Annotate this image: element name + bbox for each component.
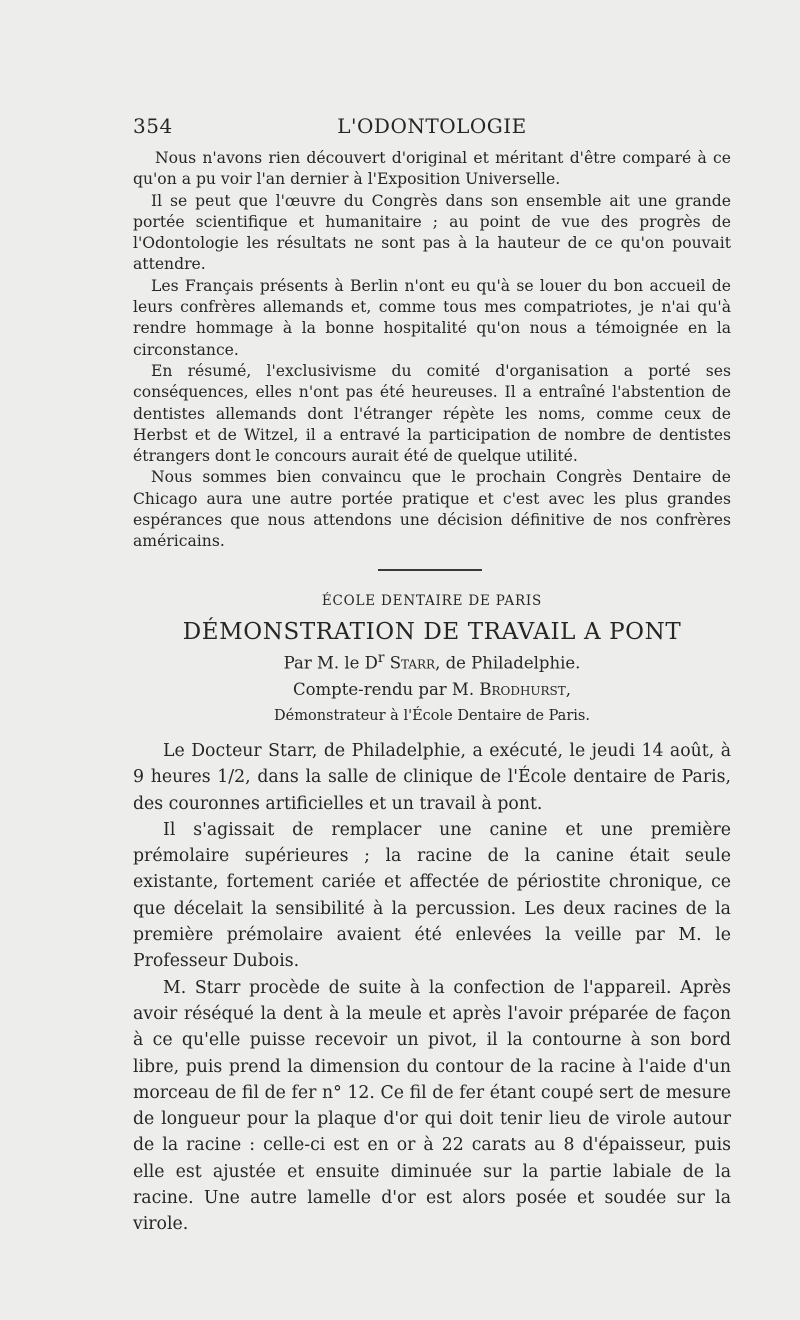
author-byline — [133, 650, 731, 673]
running-head — [133, 114, 731, 142]
byline-prefix: Par M. le D — [283, 653, 378, 673]
article-title: DÉMONSTRATION DE TRAVAIL A PONT — [182, 619, 682, 645]
report-suffix: , — [565, 680, 572, 699]
intro-paragraph: Nous n'avons rien découvert d'original et méritant d'être comparé à ce qu'on a pu voir l'an dernier à l'Exposition Universelle. — [133, 149, 731, 189]
report-prefix: Compte-rendu par M. — [292, 680, 480, 699]
article-paragraph: M. Starr procède de suite à la confection de l'appareil. Après avoir réséqué la dent à la meule et après l'avoir préparée de façon à ce qu'elle puisse recevoir un pivot, il la contourne à son bord libre, puis prend la dimension du contour de la racine à l'aide d'un morceau de fil de fer n° 12. Ce fil de fer étant coupé sert de mesure de longueur pour la plaque d'or qui doit tenir lieu de virole autour de la racine : celle-ci est en or à 22 carats au 8 d'épaisseur, puis elle est ajustée et ensuite diminuée sur la partie labiale de la racine. Une autre lamelle d'or est alors posée et soudée sur la virole. — [133, 977, 731, 1235]
article-body — [133, 738, 731, 1238]
article-paragraph: Il s'agissait de remplacer une canine et une première prémolaire supérieures ; la racine de la canine était seule existante, fortement cariée et affectée de périostite chronique, ce que décelait la sensibilité à la percussion. Les deux racines de la première prémolaire avaient été enlevées la veille par M. le Professeur Dubois. — [133, 819, 731, 972]
byline-superscript: r — [377, 650, 385, 666]
section-divider — [378, 569, 482, 571]
report-author: Brodhurst — [479, 680, 566, 699]
report-byline — [133, 680, 731, 699]
section-label: ÉCOLE DENTAIRE DE PARIS — [321, 593, 543, 609]
intro-paragraph: Il se peut que l'œuvre du Congrès dans son ensemble ait une grande portée scientifique et humanitaire ; au point de vue des progrès de l'Odontologie les résultats ne sont pas à la hauteur de ce qu'on pouvait attendre. — [133, 191, 731, 274]
intro-text-block — [133, 148, 731, 553]
byline-author: Starr — [389, 653, 436, 673]
article-paragraph: Le Docteur Starr, de Philadelphie, a exécuté, le jeudi 14 août, à 9 heures 1/2, dans la salle de clinique de l'École dentaire de Paris, des couronnes artificielles et un travail à pont. — [133, 741, 731, 814]
intro-paragraph: Nous sommes bien convaincu que le prochain Congrès Dentaire de Chicago aura une autre portée pratique et c'est avec les plus grandes espérances que nous attendons une décision définitive de nos confrères américains. — [133, 468, 731, 551]
reporter-role: Démonstrateur à l'École Dentaire de Paris. — [274, 708, 590, 724]
byline-suffix: , de Philadelphie. — [435, 653, 581, 673]
intro-paragraph: Les Français présents à Berlin n'ont eu qu'à se louer du bon accueil de leurs confrères allemands et, comme tous mes compatriotes, je n'ai qu'à rendre hommage à la bonne hospitalité qu'on nous a témoignée en la circonstance. — [133, 276, 731, 359]
journal-title: L'ODONTOLOGIE — [337, 114, 527, 138]
intro-paragraph: En résumé, l'exclusivisme du comité d'organisation a porté ses conséquences, elles n'ont pas été heureuses. Il a entraîné l'abstention de dentistes allemands dont l'étranger répète les noms, comme ceux de Herbst et de Witzel, il a entravé la participation de nombre de dentistes étrangers dont le concours aurait été de quelque utilité. — [133, 361, 731, 466]
page-number: 354 — [133, 114, 173, 138]
